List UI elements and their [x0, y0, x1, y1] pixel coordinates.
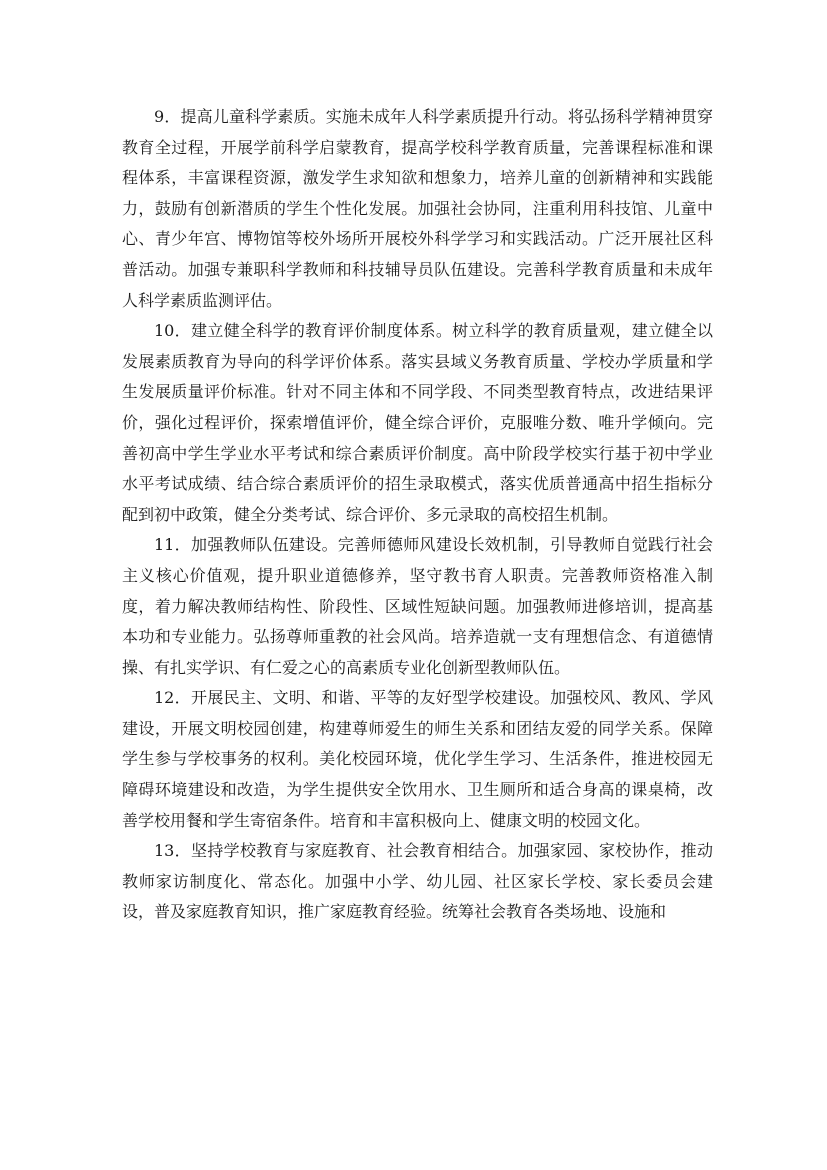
paragraph-item-12: 12．开展民主、文明、和谐、平等的友好型学校建设。加强校风、教风、学风建设，开展文明校园创建，构建尊师爱生的师生关系和团结友爱的同学关系。保障学生参与学校事务的权利。美化校园环境，优化学生学习、生活条件，推进校园无障碍环境建设和改造，为学生提供安全饮用水、卫生厕所和适合身高的课桌椅，改善学校用餐和学生寄宿条件。培育和丰富积极向上、健康文明的校园文化。: [122, 688, 713, 830]
paragraph-item-11: 11．加强教师队伍建设。完善师德师风建设长效机制，引导教师自觉践行社会主义核心价值观，提升职业道德修养，坚守教书育人职责。完善教师资格准入制度，着力解决教师结构性、阶段性、区域性短缺问题。加强教师进修培训，提高基本功和专业能力。弘扬尊师重教的社会风尚。培养造就一支有理想信念、有道德情操、有扎实学识、有仁爱之心的高素质专业化创新型教师队伍。: [122, 535, 713, 677]
paragraph-item-9: 9．提高儿童科学素质。实施未成年人科学素质提升行动。将弘扬科学精神贯穿教育全过程，开展学前科学启蒙教育，提高学校科学教育质量，完善课程标准和课程体系，丰富课程资源，激发学生求知欲和想象力，培养儿童的创新精神和实践能力，鼓励有创新潜质的学生个性化发展。加强社会协同，注重利用科技馆、儿童中心、青少年宫、博物馆等校外场所开展校外科学学习和实践活动。广泛开展社区科普活动。加强专兼职科学教师和科技辅导员队伍建设。完善科学教育质量和未成年人科学素质监测评估。: [122, 107, 713, 310]
paragraph-item-10: 10．建立健全科学的教育评价制度体系。树立科学的教育质量观，建立健全以发展素质教育为导向的科学评价体系。落实县域义务教育质量、学校办学质量和学生发展质量评价标准。针对不同主体和不同学段、不同类型教育特点，改进结果评价，强化过程评价，探索增值评价，健全综合评价，克服唯分数、唯升学倾向。完善初高中学生学业水平考试和综合素质评价制度。高中阶段学校实行基于初中学业水平考试成绩、结合综合素质评价的招生录取模式，落实优质普通高中招生指标分配到初中政策，健全分类考试、综合评价、多元录取的高校招生机制。: [122, 321, 713, 524]
paragraph-item-13: 13．坚持学校教育与家庭教育、社会教育相结合。加强家园、家校协作，推动教师家访制度化、常态化。加强中小学、幼儿园、社区家长学校、家长委员会建设，普及家庭教育知识，推广家庭教育经验。统筹社会教育各类场地、设施和: [122, 841, 713, 922]
document-body: [122, 102, 713, 928]
